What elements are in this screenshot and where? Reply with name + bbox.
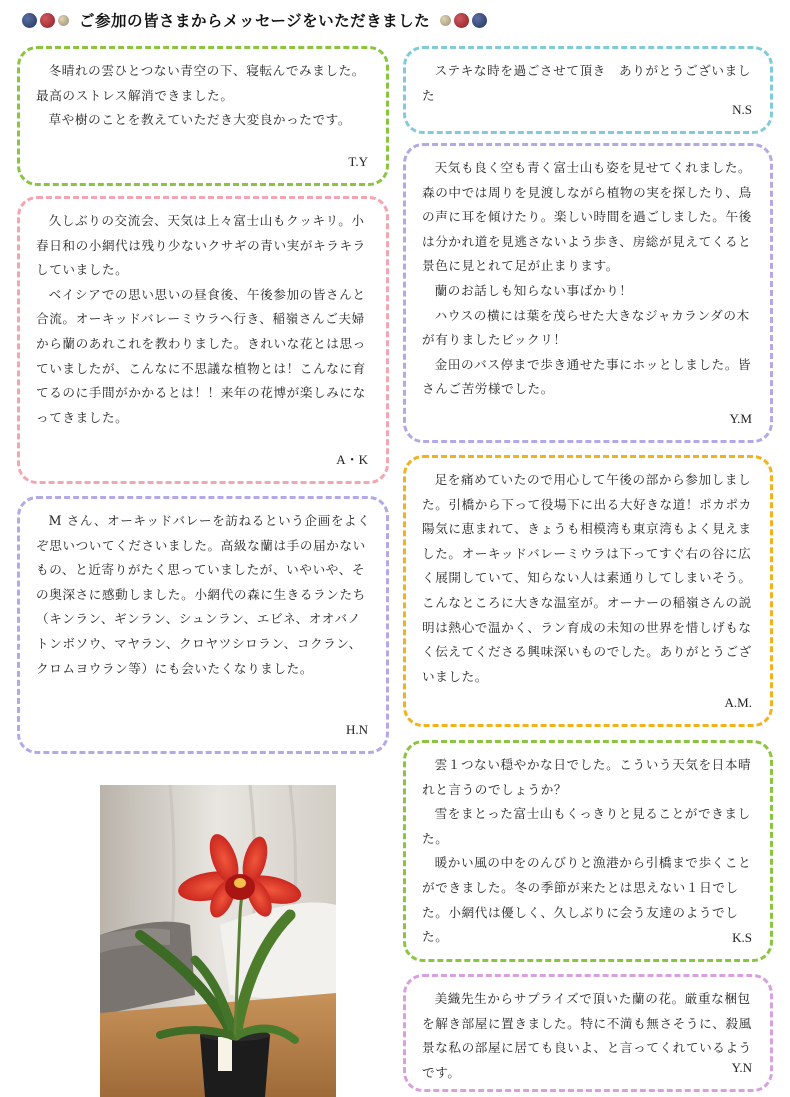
message-card-ks <box>403 740 773 962</box>
message-signature: H.N <box>340 718 368 743</box>
message-paragraph: 美織先生からサプライズで頂いた蘭の花。厳重な梱包を解き部屋に置きました。特に不満も無さそうに、殺風景な私の部屋に居ても良いよ、と言ってくれているようです。 <box>422 991 752 1080</box>
message-paragraph: 草や樹のことを教えていただき大変良かったです。 <box>48 112 352 128</box>
red-dot-icon <box>454 13 469 28</box>
message-paragraph: ベイシアでの思い思いの昼食後、午後参加の皆さんと合流。オーキッドバレーミウラへ行き、稲嶺さんご夫婦から蘭のあれこれを教わりました。きれいな花とは思っていましたが、こんなに不思議な植物とは！こんなに育てるのに手間がかかるとは！！来年の花博が楽しみになってきました。 <box>36 286 366 425</box>
message-card-am <box>403 455 773 727</box>
message-paragraph: 雪をまとった富士山もくっきりと見ることができました。 <box>422 806 751 846</box>
message-signature: A.M. <box>719 691 752 716</box>
red-dot-icon <box>40 13 55 28</box>
message-signature: Y.M <box>723 407 752 432</box>
beige-dot-icon <box>58 15 69 26</box>
page-title: ご参加の皆さまからメッセージをいただきました <box>79 12 431 30</box>
message-card-ty <box>17 46 389 186</box>
message-signature: N.S <box>726 98 752 123</box>
message-signature: K.S <box>726 926 752 951</box>
message-paragraph: 暖かい風の中をのんびりと漁港から引橋まで歩くことができました。冬の季節が来たとは思えない１日でした。小網代は優しく、久しぶりに会う友達のようでした。 <box>422 855 752 945</box>
message-paragraph: 雲１つない穏やかな日でした。こういう天気を日本晴れと言うのでしょうか？ <box>422 757 752 797</box>
orchid-photo <box>100 785 336 1097</box>
message-card-ym <box>403 143 773 443</box>
message-signature: A・K <box>330 448 368 473</box>
message-paragraph: 冬晴れの雲ひとつない青空の下、寝転んでみました。最高のストレス解消できました。 <box>36 63 365 103</box>
message-paragraph: M さん、オーキッドバレーを訪ねるという企画をよくぞ思いついてくださいました。高級な蘭は手の届かないもの、と近寄りがたく思っていましたが、いやいや、その奥深さに感動しました。小網代の森に生きるランたち（キンラン、ギンラン、シュンラン、エビネ、オオバノトンボソウ、マヤラン、クロヤツシロラン、コクラン、クロムヨウラン等）にも会いたくなりました。 <box>36 513 371 676</box>
message-signature: Y.N <box>726 1056 752 1081</box>
message-paragraph: 足を痛めていたので用心して午後の部から参加しました。引橋から下って役場下に出る大好きな道！ポカポカ陽気に恵まれて、きょうも相模湾も東京湾もよく見えました。オーキッドバレーミウラは下ってすぐ右の谷に広く展開していて、知らない人は素通りしてしまいそう。こんなところに大きな温室が。オーナーの稲嶺さんの説明は熱心で温かく、ラン育成の未知の世界を惜しげもなく伝えてくださる興味深いものでした。ありがとうございました。 <box>422 472 752 684</box>
message-paragraph: ステキな時を過ごさせて頂き ありがとうございました <box>422 63 751 103</box>
decorative-dots-right <box>440 13 487 28</box>
message-signature: T.Y <box>342 150 368 175</box>
message-paragraph: 天気も良く空も青く富士山も姿を見せてくれました。森の中では周りを見渡しながら植物の実を探したり、鳥の声に耳を傾けたり。楽しい時間を過ごしました。午後は分かれ道を見逃さないよう歩き、房総が見えてくると景色に見とれて足が止まります。 <box>422 160 752 274</box>
beige-dot-icon <box>440 15 451 26</box>
message-paragraph: 金田のバス停まで歩き通せた事にホッとしました。皆さんご苦労様でした。 <box>422 356 752 397</box>
message-paragraph: 久しぶりの交流会、天気は上々富士山もクッキリ。小春日和の小網代は残り少ないクサギの青い実がキラキラしていました。 <box>36 213 366 278</box>
page-header <box>0 6 790 34</box>
navy-dot-icon <box>472 13 487 28</box>
message-card-ns <box>403 46 773 134</box>
message-card-hn <box>17 496 389 754</box>
message-paragraph: 蘭のお話しも知らない事ばかり！ <box>434 282 633 298</box>
orchid-photo-illustration <box>100 785 336 1097</box>
message-card-ak <box>17 196 389 484</box>
decorative-dots-left <box>22 13 69 28</box>
message-card-yn <box>403 974 773 1092</box>
message-paragraph: ハウスの横には葉を茂らせた大きなジャカランダの木が有りましたビックリ！ <box>422 307 750 348</box>
navy-dot-icon <box>22 13 37 28</box>
